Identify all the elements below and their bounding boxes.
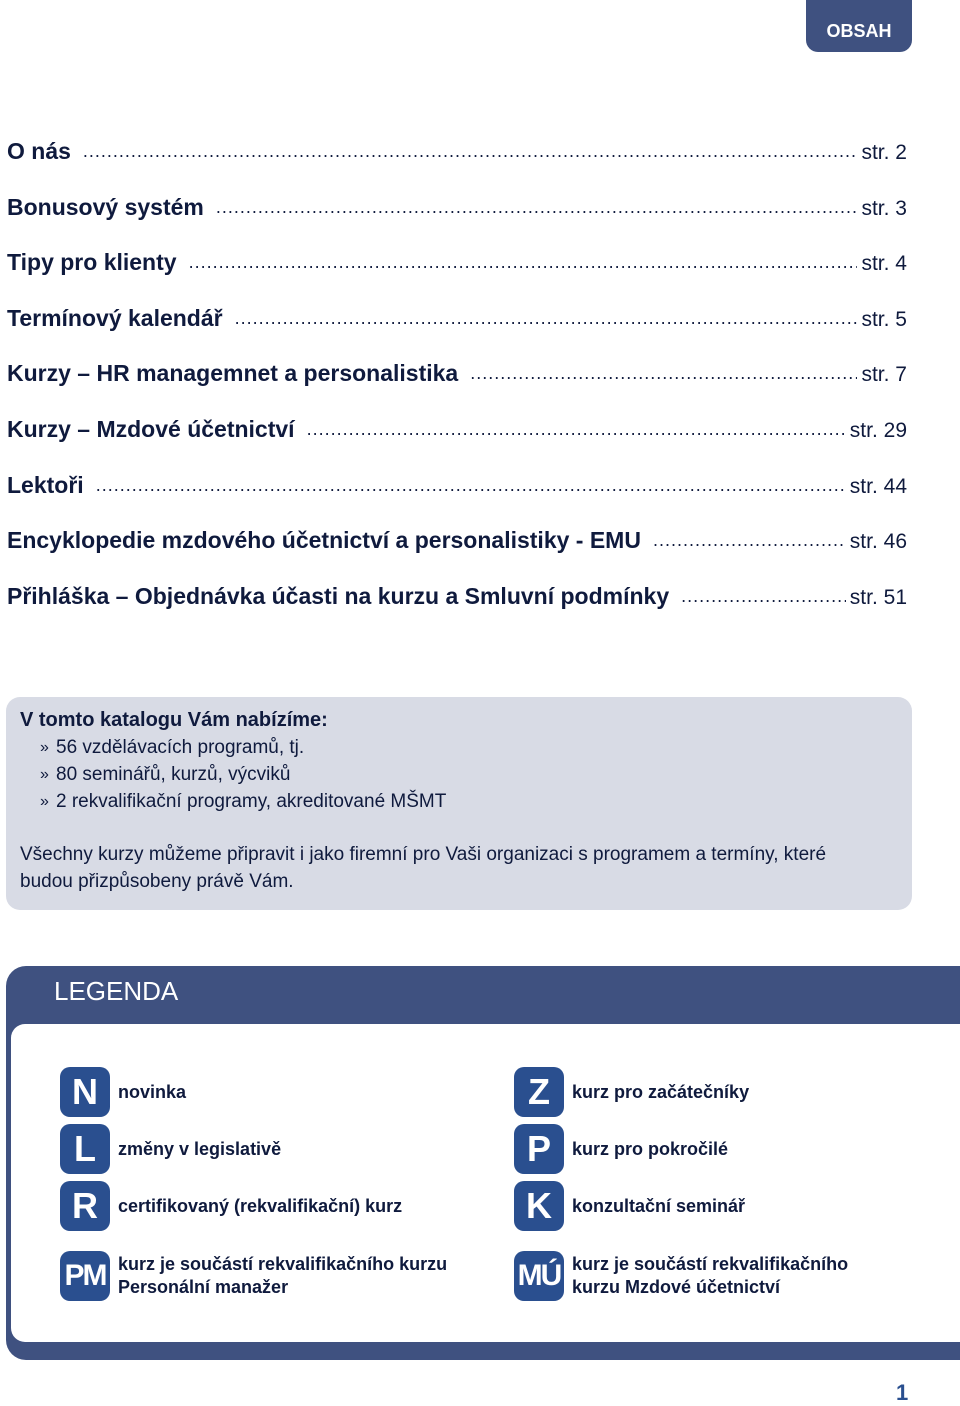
bullet-icon: »	[40, 766, 49, 783]
toc-leader-dots	[189, 252, 858, 273]
offer-list-item	[40, 788, 912, 815]
offer-item-text: 2 rekvalifikační programy, akreditované MŠMT	[56, 791, 447, 812]
toc-entry-page: str. 7	[861, 363, 907, 387]
toc-entry-title: Přihláška – Objednávka účasti na kurzu a Smluvní podmínky	[7, 582, 670, 609]
pm-badge-icon: PM	[60, 1251, 110, 1301]
legend-item-konzultacni	[514, 1181, 934, 1231]
page-number: 1	[896, 1380, 909, 1405]
toc-entry-tipy-pro-klienty[interactable]	[7, 249, 907, 305]
offer-list	[20, 734, 912, 815]
toc-entry-page: str. 5	[861, 307, 907, 331]
beginner-badge-icon: Z	[514, 1067, 564, 1117]
legend-item-certifikovany	[60, 1181, 480, 1231]
toc-entry-page: str. 46	[849, 530, 907, 554]
legend-item-text: konzultační seminář	[572, 1195, 746, 1216]
section-tab-label: OBSAH	[826, 20, 892, 41]
toc-entry-encyklopedie[interactable]	[7, 527, 907, 583]
legend-item-pm	[60, 1251, 480, 1301]
legend-title: LEGENDA	[54, 976, 179, 1006]
toc-entry-title: Lektoři	[7, 471, 84, 498]
advanced-badge-icon: P	[514, 1124, 564, 1174]
legend-item-mu	[514, 1251, 934, 1301]
bullet-icon: »	[40, 793, 49, 810]
toc-leader-dots	[470, 363, 857, 384]
toc-leader-dots	[307, 419, 846, 440]
toc-entry-title: Bonusový systém	[7, 193, 204, 220]
toc-entry-title: Kurzy – Mzdové účetnictví	[7, 415, 295, 442]
toc-entry-page: str. 3	[861, 196, 907, 220]
legend-item-novinka	[60, 1067, 480, 1117]
legend-item-text: kurz pro začátečníky	[572, 1081, 750, 1102]
legend-item-text: změny v legislativě	[118, 1138, 282, 1159]
toc-entry-page: str. 2	[861, 141, 907, 164]
offer-list-item	[40, 761, 912, 788]
offer-heading: V tomto katalogu Vám nabízíme:	[20, 709, 328, 731]
toc-entry-page: str. 4	[861, 252, 907, 276]
legend-item-text: certifikovaný (rekvalifikační) kurz	[118, 1195, 403, 1216]
catalog-offer-panel	[6, 697, 912, 910]
toc-entry-terminovy-kalendar[interactable]	[7, 305, 907, 361]
consultation-badge-icon: K	[514, 1181, 564, 1231]
legend-item-zacatecnici	[514, 1067, 934, 1117]
toc-leader-dots	[96, 475, 846, 496]
section-tab-obsah	[806, 0, 912, 52]
toc-entry-page: str. 44	[849, 474, 907, 498]
toc-entry-lektori[interactable]	[7, 472, 907, 528]
legend-item-pokrocili	[514, 1124, 934, 1174]
toc-entry-title: Kurzy – HR managemnet a personalistika	[7, 360, 459, 387]
toc-entry-title: O nás	[7, 138, 71, 164]
legend-item-text: kurz je součástí rekvalifikačního kurzu Mzdové účetnictví	[572, 1254, 849, 1297]
toc-entry-kurzy-mzdove[interactable]	[7, 416, 907, 472]
offer-list-item	[40, 734, 912, 761]
toc-entry-title: Termínový kalendář	[7, 304, 223, 331]
toc-leader-dots	[681, 586, 846, 607]
toc-leader-dots	[83, 141, 858, 162]
toc-leader-dots	[235, 308, 858, 329]
legislation-badge-icon: L	[60, 1124, 110, 1174]
legend-item-legislativa	[60, 1124, 480, 1174]
toc-entry-prihlaska[interactable]	[7, 583, 907, 639]
legend-panel	[6, 966, 960, 1360]
certified-badge-icon: R	[60, 1181, 110, 1231]
offer-note: Všechny kurzy můžeme připravit i jako firemní pro Vaši organizaci s programem a termíny, které budou přizpůsobeny právě Vám.	[20, 844, 827, 892]
toc-leader-dots	[653, 530, 846, 551]
table-of-contents	[7, 138, 907, 638]
toc-entry-bonusovy-system[interactable]	[7, 194, 907, 250]
offer-item-text: 80 seminářů, kurzů, výcviků	[56, 764, 291, 785]
new-badge-icon: N	[60, 1067, 110, 1117]
legend-item-text: kurz je součástí rekvalifikačního kurzu Personální manažer	[118, 1254, 448, 1297]
legend-item-text: kurz pro pokročilé	[572, 1138, 729, 1159]
toc-entry-title: Tipy pro klienty	[7, 249, 177, 276]
legend-body	[11, 1024, 960, 1342]
toc-entry-kurzy-hr[interactable]	[7, 360, 907, 416]
mu-badge-icon: MÚ	[514, 1251, 564, 1301]
toc-entry-o-nas[interactable]	[7, 138, 907, 194]
toc-entry-page: str. 29	[849, 418, 907, 442]
offer-item-text: 56 vzdělávacích programů, tj.	[56, 737, 305, 758]
toc-leader-dots	[216, 197, 858, 218]
legend-item-text: novinka	[118, 1081, 187, 1102]
bullet-icon: »	[40, 739, 49, 756]
toc-entry-page: str. 51	[849, 585, 907, 609]
toc-entry-title: Encyklopedie mzdového účetnictví a personalistiky - EMU	[7, 527, 641, 554]
